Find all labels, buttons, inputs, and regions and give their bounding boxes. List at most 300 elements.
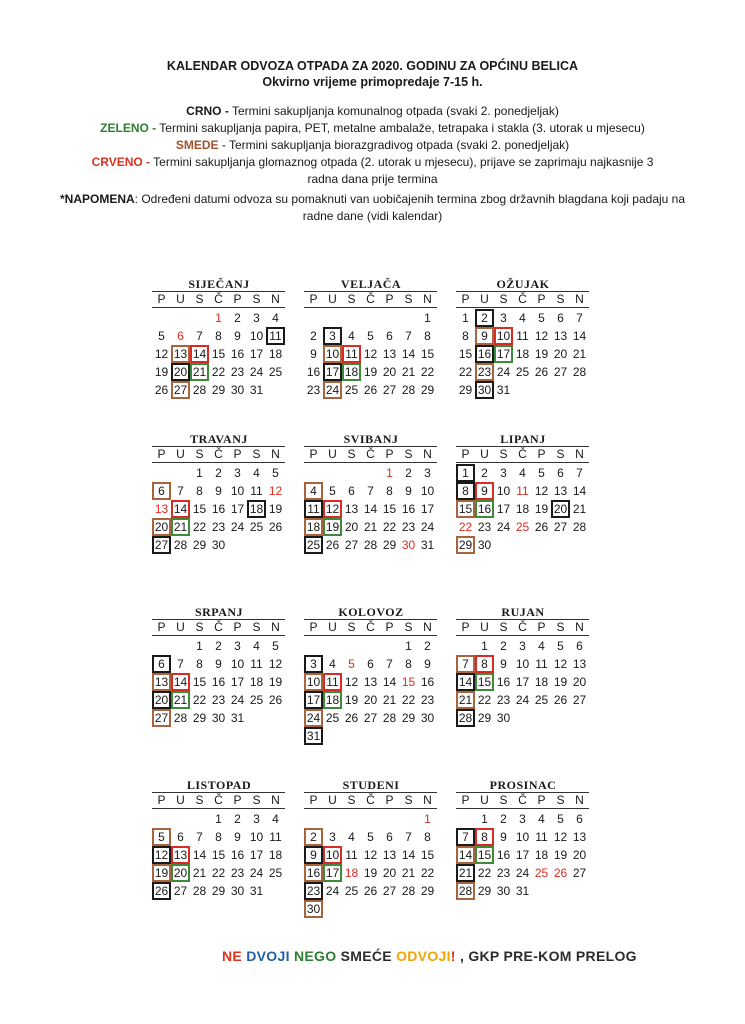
month-name: LIPANJ [500,432,546,446]
day-cell: 25 [515,520,530,534]
day-cell: 8 [424,329,431,343]
month-name: SIJEČANJ [188,277,250,291]
empty-day [342,810,361,828]
day-cell: 8 [215,329,222,343]
legend-text-black: Termini sakupljanja komunalnog otpada (svaki 2. ponedjeljak) [228,104,559,118]
weekday-header: S [551,291,570,308]
day-cell: 16 [420,675,435,689]
day-cell: 24 [325,884,340,898]
empty-day [304,309,323,327]
day-cell: 8 [475,828,494,846]
day-cell: 11 [323,673,342,691]
day-cell: 3 [323,327,342,345]
day-cell: 18 [249,675,264,689]
empty-day [361,637,380,655]
day-cell: 23 [304,882,323,900]
month-name: TRAVANJ [190,432,248,446]
weekday-header: N [418,619,437,636]
day-cell: 20 [344,520,359,534]
day-cell: 19 [553,675,568,689]
weekday-header: Č [513,291,532,308]
day-cell: 29 [192,711,207,725]
day-cell: 29 [192,538,207,552]
legend-key-note: *NAPOMENA [59,192,135,206]
day-cell: 10 [230,657,245,671]
weekday-header: Č [361,291,380,308]
day-cell: 22 [420,365,435,379]
day-cell: 9 [310,347,317,361]
day-cell: 27 [553,520,568,534]
month-name: SRPANJ [194,605,244,619]
empty-day [152,637,171,655]
month-grid [456,619,589,727]
day-cell: 16 [496,848,511,862]
empty-day [456,810,475,828]
day-cell: 12 [268,484,283,498]
day-cell: 20 [171,864,190,882]
weekday-header: P [380,446,399,463]
weekday-header: P [456,446,475,463]
day-cell: 12 [363,848,378,862]
day-cell: 7 [405,329,412,343]
empty-day [323,637,342,655]
day-cell: 25 [268,866,283,880]
empty-day [304,637,323,655]
day-cell: 31 [249,383,264,397]
day-cell: 10 [304,673,323,691]
day-cell: 12 [553,657,568,671]
day-cell: 2 [215,466,222,480]
day-cell: 14 [171,673,190,691]
day-cell: 7 [405,830,412,844]
day-cell: 21 [572,347,587,361]
day-cell: 9 [500,830,507,844]
day-cell: 18 [342,363,361,381]
day-cell: 14 [190,345,209,363]
day-cell: 8 [215,830,222,844]
day-cell: 1 [424,812,431,826]
weekday-header: S [190,619,209,636]
weekday-header: Č [209,291,228,308]
day-cell: 7 [177,484,184,498]
day-cell: 28 [572,520,587,534]
day-cell: 31 [420,538,435,552]
day-cell: 7 [576,311,583,325]
day-cell: 31 [515,884,530,898]
empty-day [342,464,361,482]
day-cell: 21 [171,518,190,536]
day-cell: 17 [230,502,245,516]
day-cell: 4 [348,329,355,343]
day-cell: 5 [272,466,279,480]
day-cell: 14 [456,846,475,864]
day-cell: 11 [269,830,282,844]
day-cell: 17 [515,675,530,689]
day-cell: 30 [211,711,226,725]
day-cell: 1 [196,466,203,480]
day-cell: 21 [572,502,587,516]
footer-word: ! [450,948,456,964]
day-cell: 4 [538,812,545,826]
day-cell: 23 [477,520,492,534]
day-cell: 23 [211,520,226,534]
day-cell: 29 [458,383,473,397]
day-cell: 21 [190,363,209,381]
day-cell: 21 [401,866,416,880]
month-name: PROSINAC [489,778,557,792]
day-cell: 15 [211,848,226,862]
day-cell: 22 [192,520,207,534]
day-cell: 25 [268,365,283,379]
day-cell: 2 [424,639,431,653]
weekday-header: S [551,446,570,463]
empty-day [361,464,380,482]
day-cell: 15 [420,848,435,862]
day-cell: 11 [345,848,358,862]
day-cell: 17 [420,502,435,516]
day-cell: 24 [230,520,245,534]
day-cell: 15 [401,675,416,689]
day-cell: 11 [250,484,263,498]
weekday-header: U [475,619,494,636]
day-cell: 28 [456,709,475,727]
day-cell: 23 [420,693,435,707]
weekday-header: S [247,291,266,308]
day-cell: 30 [475,381,494,399]
day-cell: 19 [363,866,378,880]
day-cell: 2 [215,639,222,653]
day-cell: 4 [304,482,323,500]
day-cell: 10 [249,329,264,343]
weekday-header: P [304,446,323,463]
month-calendar [456,778,590,900]
day-cell: 20 [382,866,397,880]
day-cell: 4 [329,657,336,671]
weekday-header: S [342,446,361,463]
empty-day [190,810,209,828]
day-cell: 31 [304,727,323,745]
day-cell: 6 [152,655,171,673]
day-cell: 2 [475,309,494,327]
day-cell: 8 [386,484,393,498]
day-cell: 27 [344,538,359,552]
weekday-header: S [494,619,513,636]
day-cell: 18 [515,347,530,361]
day-cell: 12 [344,675,359,689]
day-cell: 8 [462,329,469,343]
day-cell: 24 [515,693,530,707]
day-cell: 17 [304,691,323,709]
day-cell: 5 [152,828,171,846]
day-cell: 14 [382,675,397,689]
day-cell: 21 [192,866,207,880]
day-cell: 23 [475,363,494,381]
weekday-header: S [494,792,513,809]
weekday-header: P [228,291,247,308]
day-cell: 18 [515,502,530,516]
day-cell: 10 [496,484,511,498]
day-cell: 17 [323,363,342,381]
day-cell: 24 [496,365,511,379]
day-cell: 12 [268,657,283,671]
month-calendar [304,432,438,554]
day-cell: 1 [462,311,469,325]
day-cell: 7 [456,655,475,673]
day-cell: 4 [272,311,279,325]
weekday-header: N [266,619,285,636]
day-cell: 16 [475,500,494,518]
weekday-header: N [418,446,437,463]
month-calendar [304,778,438,918]
empty-day [399,309,418,327]
day-cell: 11 [535,657,548,671]
day-cell: 28 [192,383,207,397]
weekday-header: Č [209,792,228,809]
empty-day [304,810,323,828]
weekday-header: S [551,619,570,636]
day-cell: 20 [152,518,171,536]
day-cell: 18 [304,518,323,536]
day-cell: 23 [496,693,511,707]
day-cell: 16 [211,502,226,516]
day-cell: 28 [572,365,587,379]
day-cell: 5 [538,311,545,325]
weekday-header: U [475,446,494,463]
day-cell: 12 [154,347,169,361]
month-calendar [456,432,590,554]
day-cell: 24 [323,381,342,399]
day-cell: 22 [477,693,492,707]
empty-day [323,309,342,327]
day-cell: 3 [234,639,241,653]
day-cell: 18 [323,691,342,709]
day-cell: 22 [458,365,473,379]
day-cell: 10 [515,830,530,844]
day-cell: 9 [500,657,507,671]
empty-day [380,810,399,828]
day-cell: 2 [304,828,323,846]
day-cell: 21 [401,365,416,379]
day-cell: 20 [553,347,568,361]
empty-day [380,309,399,327]
weekday-header: P [228,446,247,463]
day-cell: 1 [196,639,203,653]
day-cell: 7 [386,657,393,671]
day-cell: 19 [268,502,283,516]
day-cell: 22 [382,520,397,534]
month-calendar [152,778,286,900]
month-grid [152,792,285,900]
day-cell: 16 [304,864,323,882]
day-cell: 28 [456,882,475,900]
day-cell: 27 [382,884,397,898]
day-cell: 25 [304,536,323,554]
day-cell: 23 [230,866,245,880]
weekday-header: S [342,291,361,308]
day-cell: 15 [456,500,475,518]
month-calendar [456,605,590,727]
day-cell: 23 [401,520,416,534]
day-cell: 5 [158,329,165,343]
day-cell: 26 [268,693,283,707]
day-cell: 15 [192,675,207,689]
month-grid [456,446,589,554]
day-cell: 8 [405,657,412,671]
day-cell: 4 [538,639,545,653]
day-cell: 18 [534,675,549,689]
day-cell: 3 [424,466,431,480]
day-cell: 1 [215,812,222,826]
day-cell: 6 [557,466,564,480]
day-cell: 6 [576,812,583,826]
day-cell: 6 [576,639,583,653]
day-cell: 16 [211,675,226,689]
day-cell: 22 [420,866,435,880]
day-cell: 25 [344,383,359,397]
weekday-header: P [228,792,247,809]
day-cell: 18 [344,866,359,880]
day-cell: 10 [494,327,513,345]
day-cell: 14 [363,502,378,516]
empty-day [323,810,342,828]
day-cell: 30 [496,884,511,898]
month-name: RUJAN [501,605,545,619]
day-cell: 25 [534,866,549,880]
day-cell: 14 [572,329,587,343]
day-cell: 20 [572,675,587,689]
weekday-header: Č [209,619,228,636]
day-cell: 9 [424,657,431,671]
day-cell: 27 [171,381,190,399]
day-cell: 8 [424,830,431,844]
month-calendar [456,277,590,399]
weekday-header: P [304,291,323,308]
legend-key-green: ZELENO - [100,121,157,135]
day-cell: 28 [192,884,207,898]
day-cell: 2 [481,466,488,480]
weekday-header: N [266,291,285,308]
day-cell: 8 [196,657,203,671]
day-cell: 20 [572,848,587,862]
day-cell: 20 [152,691,171,709]
day-cell: 1 [424,311,431,325]
day-cell: 14 [171,500,190,518]
day-cell: 1 [456,464,475,482]
day-cell: 12 [323,500,342,518]
weekday-header: N [418,291,437,308]
legend-text-red: Termini sakupljanja glomaznog otpada (2. utorak u mjesecu), prijave se zaprimaju najkasnije 3 radna dana prije termina [150,155,654,186]
day-cell: 21 [456,864,475,882]
weekday-header: S [190,446,209,463]
day-cell: 6 [177,830,184,844]
weekday-header: Č [361,446,380,463]
day-cell: 10 [323,345,342,363]
day-cell: 5 [272,639,279,653]
day-cell: 24 [515,866,530,880]
day-cell: 14 [401,347,416,361]
day-cell: 8 [456,482,475,500]
day-cell: 20 [171,363,190,381]
day-cell: 23 [306,383,321,397]
day-cell: 30 [477,538,492,552]
day-cell: 2 [234,311,241,325]
weekday-header: N [570,792,589,809]
weekday-header: Č [513,792,532,809]
day-cell: 2 [405,466,412,480]
day-cell: 19 [534,502,549,516]
day-cell: 10 [420,484,435,498]
day-cell: 2 [500,812,507,826]
month-grid [304,291,437,399]
month-name: VELJAČA [340,277,402,291]
day-cell: 6 [367,657,374,671]
day-cell: 26 [363,383,378,397]
day-cell: 24 [304,709,323,727]
day-cell: 9 [304,846,323,864]
legend-key-black: CRNO - [186,104,229,118]
day-cell: 31 [249,884,264,898]
day-cell: 4 [348,830,355,844]
day-cell: 15 [211,347,226,361]
day-cell: 10 [230,484,245,498]
day-cell: 10 [249,830,264,844]
day-cell: 24 [496,520,511,534]
day-cell: 20 [382,365,397,379]
day-cell: 11 [516,484,529,498]
legend-text-green: Termini sakupljanja papira, PET, metalne ambalaže, tetrapaka i stakla (3. utorak u mjesecu) [156,121,645,135]
day-cell: 27 [572,866,587,880]
weekday-header: S [190,792,209,809]
day-cell: 21 [363,520,378,534]
day-cell: 19 [323,518,342,536]
day-cell: 28 [363,538,378,552]
day-cell: 13 [171,846,190,864]
weekday-header: U [475,792,494,809]
day-cell: 13 [553,484,568,498]
day-cell: 17 [230,675,245,689]
day-cell: 11 [535,830,548,844]
day-cell: 6 [386,329,393,343]
day-cell: 13 [344,502,359,516]
day-cell: 7 [367,484,374,498]
weekday-header: U [323,792,342,809]
day-cell: 16 [401,502,416,516]
weekday-header: N [418,792,437,809]
day-cell: 29 [401,711,416,725]
day-cell: 15 [475,846,494,864]
day-cell: 16 [230,347,245,361]
empty-day [456,637,475,655]
month-calendar [304,277,438,399]
day-cell: 5 [329,484,336,498]
day-cell: 22 [192,693,207,707]
day-cell: 17 [515,848,530,862]
day-cell: 7 [576,466,583,480]
empty-day [152,464,171,482]
day-cell: 20 [551,500,570,518]
day-cell: 6 [348,484,355,498]
day-cell: 9 [215,657,222,671]
day-cell: 14 [572,484,587,498]
day-cell: 28 [173,711,188,725]
empty-day [342,637,361,655]
weekday-header: S [399,291,418,308]
day-cell: 8 [475,655,494,673]
day-cell: 15 [475,673,494,691]
day-cell: 6 [177,329,184,343]
day-cell: 5 [367,329,374,343]
day-cell: 13 [154,502,169,516]
